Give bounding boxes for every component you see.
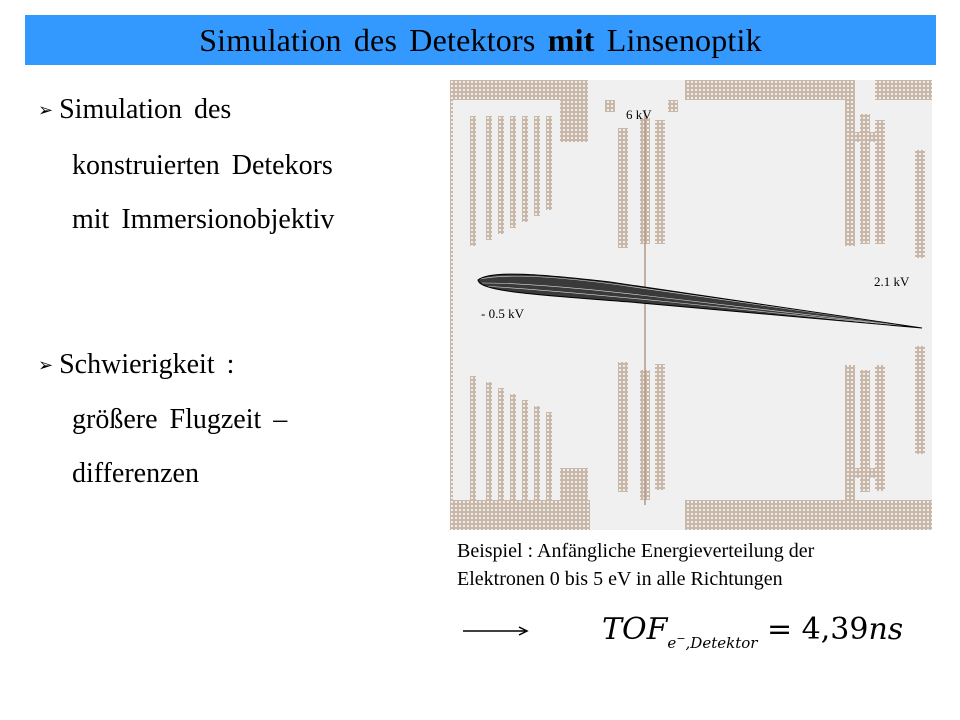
caption-line-2: Elektronen 0 bis 5 eV in alle Richtungen	[457, 568, 783, 590]
bullet-2-line-1: Schwierigkeit :	[59, 349, 235, 380]
detector-simulation-figure	[450, 80, 932, 530]
electrode-plate	[534, 406, 540, 506]
voltage-label-top: 6 kV	[626, 107, 652, 122]
electrode-plate	[486, 382, 492, 506]
electrode-plate	[855, 500, 932, 530]
bullet-2-line-2: größere Flugzeit –	[72, 404, 288, 435]
electrode-plate	[498, 116, 504, 234]
title-suffix: Linsenoptik	[606, 21, 762, 58]
title-prefix: Simulation des Detektors	[199, 21, 536, 58]
electrode-plate	[618, 362, 628, 492]
electrode-plate	[560, 468, 588, 508]
electrode-plate	[668, 100, 678, 112]
bullet-1-line-1: Simulation des	[59, 94, 232, 125]
bullet-1-line-3: mit Immersionobjektiv	[72, 204, 335, 235]
electrode-plate	[510, 394, 516, 506]
electrode-plate	[510, 116, 516, 228]
bullet-1	[38, 94, 231, 126]
formula-subscript	[667, 634, 757, 652]
voltage-label-right: 2.1 kV	[874, 274, 910, 289]
electrode-plate	[618, 128, 628, 248]
bullet-1-line-2: konstruierten Detekors	[72, 150, 333, 181]
figure-caption	[457, 537, 814, 593]
title-bold: mit	[547, 21, 595, 58]
electrode-plate	[915, 346, 925, 454]
electrode-plate	[875, 120, 885, 244]
electrode-plate	[655, 364, 665, 490]
electrode-plate	[522, 116, 528, 222]
formula-sub-rest: ,Detektor	[685, 634, 758, 652]
electrode-plate	[860, 370, 870, 492]
electron-trajectory-bundle	[478, 274, 922, 328]
electrode-plate	[845, 110, 855, 246]
electrode-plate	[915, 150, 925, 258]
bullet-2	[38, 349, 234, 381]
electrode-plate	[470, 116, 476, 246]
electrode-plate	[875, 80, 932, 100]
arrow-right-icon	[463, 624, 533, 638]
slide-title	[25, 15, 936, 65]
electrode-plate	[546, 412, 552, 506]
bullet-2-line-3: differenzen	[72, 458, 199, 489]
electrode-plate	[875, 365, 885, 491]
electrode-plate	[522, 400, 528, 506]
formula-rhs: = 4,39	[766, 612, 869, 647]
electrode-plate	[860, 114, 870, 244]
arrow-bullet-icon: ➢	[38, 99, 54, 121]
formula-sub-e: e	[667, 634, 677, 652]
formula-main: TOF	[602, 612, 668, 647]
arrow-bullet-icon: ➢	[38, 354, 54, 376]
electrode-plate	[486, 116, 492, 240]
formula-unit: ns	[868, 612, 904, 647]
formula-sub-sup: −	[676, 632, 686, 645]
electrode-plate	[685, 80, 845, 100]
electrode-plate	[560, 80, 588, 142]
electrode-plate	[470, 376, 476, 506]
electrode-plate	[450, 80, 565, 100]
electrode-plate	[605, 100, 615, 112]
tof-formula	[602, 612, 903, 652]
electrode-plate	[655, 120, 665, 244]
electrode-plate	[534, 116, 540, 216]
caption-line-1: Beispiel : Anfängliche Energieverteilung der	[457, 540, 815, 562]
electrode-plate	[498, 388, 504, 506]
electrode-plate	[450, 80, 453, 520]
electrode-plate	[845, 365, 855, 493]
electrode-plate	[546, 116, 552, 210]
voltage-label-left: - 0.5 kV	[481, 306, 524, 321]
